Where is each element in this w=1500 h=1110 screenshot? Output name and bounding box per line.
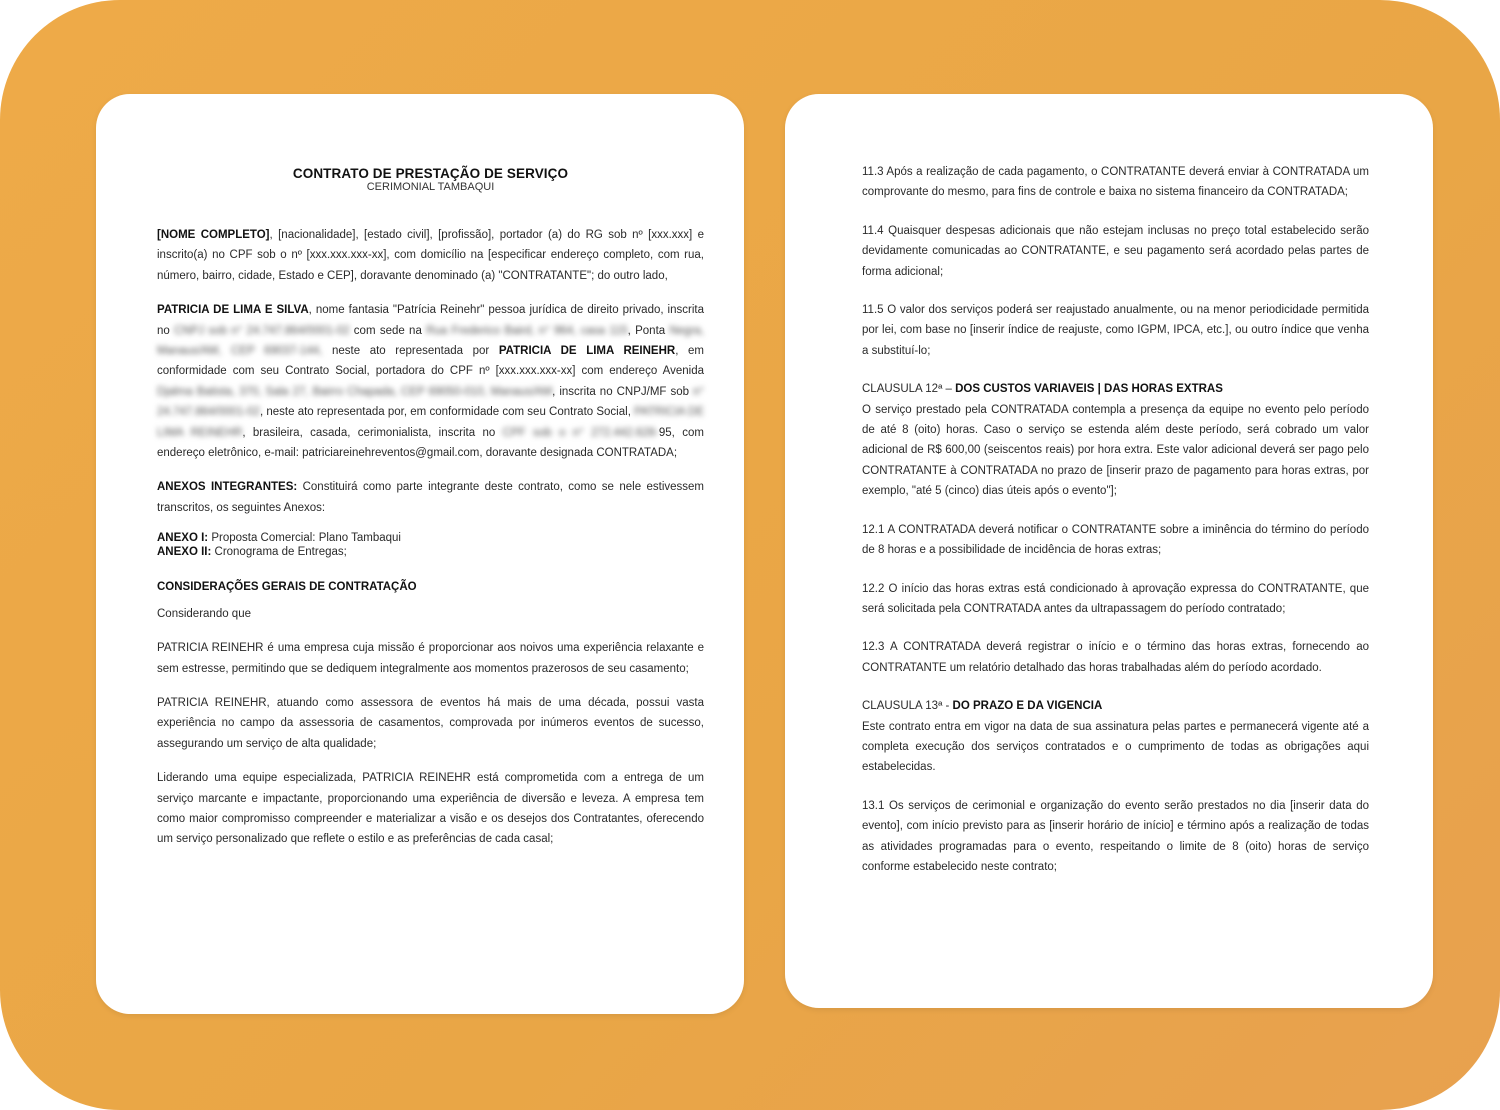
clause-11-3: 11.3 Após a realização de cada pagamento, o CONTRATANTE deverá enviar à CONTRATADA um comprovante do mesmo, para fins de controle e baixa no sistema financeiro da CONTRATADA; xyxy=(862,166,1369,199)
paragraph-text: com sede na xyxy=(349,324,427,337)
clause-12-text: O serviço prestado pela CONTRATADA contempla a presença da equipe no evento pelo período de até 8 (oito) horas. Caso o serviço se estenda além deste período, será cobrado um valor adicional de R$ 600,00 (seiscentos reais) por hora extra. Este valor adicional deverá ser pago pelo CONTRATANTE à CONTRATADA no prazo de [inserir prazo de pagamento para horas extras, por exemplo, "até 5 (cinco) dias úteis após o evento"]; xyxy=(862,403,1369,498)
document-header xyxy=(157,166,704,193)
paragraph-text: , Ponta xyxy=(627,324,670,337)
clause-label: CLAUSULA 13ª - xyxy=(862,700,953,713)
paragraph-considering: Considerando que xyxy=(157,607,251,620)
paragraph-text: , em conformidade com seu Contrato Social, portadora do CPF nº [xxx.xxx.xxx-xx] com endereço Avenida xyxy=(157,345,704,378)
annex-text: Cronograma de Entregas; xyxy=(211,545,347,558)
page-content xyxy=(157,94,704,850)
clause-title: DOS CUSTOS VARIAVEIS | DAS HORAS EXTRAS xyxy=(955,383,1223,396)
page-content xyxy=(862,162,1369,877)
paragraph-text: , neste ato representada por, em conformidade com seu Contrato Social, xyxy=(259,406,635,419)
party-name: PATRICIA DE LIMA E SILVA xyxy=(157,304,309,317)
document-subtitle: CERIMONIAL TAMBAQUI xyxy=(366,181,495,193)
paragraph-experience: PATRICIA REINEHR, atuando como assessora de eventos há mais de uma década, possui vasta experiência no campo da assessoria de casamentos, comprovada por inúmeros eventos de sucesso, assegurando um serviço de alta qualidade; xyxy=(157,696,704,750)
paragraph-text: , brasileira, casada, cerimonialista, inscrita no xyxy=(242,426,503,439)
clause-13-text: Este contrato entra em vigor na data de sua assinatura pelas partes e permanecerá vigente até a completa execução dos serviços contratados e o cumprimento de todas as obrigações aqui estabelecidas. xyxy=(862,720,1369,774)
annex-text: Proposta Comercial: Plano Tambaqui xyxy=(208,532,401,545)
representative-name: PATRICIA DE LIMA REINEHR xyxy=(498,345,676,358)
annex-item xyxy=(157,546,704,560)
redacted-text: Djalma Batista, 370, Sala 27, Bairro Chapada, CEP 69050-010, Manaus/AM xyxy=(157,385,553,398)
section-heading: CONSIDERAÇÕES GERAIS DE CONTRATAÇÃO xyxy=(157,581,417,594)
paragraph-text: , nome fantasia "Patrícia Reinehr" pessoa jurídica de direito privado, inscrita no xyxy=(157,304,704,337)
clause-label: CLAUSULA 12ª – xyxy=(862,383,956,396)
annexes-label: ANEXOS INTEGRANTES: xyxy=(157,481,298,494)
paragraph-text: , inscrita no CNPJ/MF sob xyxy=(552,385,693,398)
paragraph-annexes xyxy=(157,477,704,518)
redacted-text: PATRICIA DE LIMA REINEHR xyxy=(157,406,704,439)
paragraph-text: , [nacionalidade], [estado civil], [profissão], portador (a) do RG sob nº [xxx.xxx] e inscrito(a) no CPF sob o nº [xxx.xxx.xxx-xx], com domicílio na [especificar endereço completo, com rua, número, bairro, cidade, Estado e CEP], doravante denominado (a) "CONTRATANTE"; do outro lado, xyxy=(157,229,705,282)
clause-12-1: 12.1 A CONTRATADA deverá notificar o CONTRATANTE sobre a iminência do término do período de 8 horas e a possibilidade de incidência de horas extras; xyxy=(862,523,1369,557)
clause-11-4: 11.4 Quaisquer despesas adicionais que não estejam inclusas no preço total estabelecido serão devidamente comunicadas ao CONTRATANTE, e seu pagamento será acordado pelas partes de forma adicional; xyxy=(862,224,1369,278)
clause-11-5: 11.5 O valor dos serviços poderá ser reajustado anualmente, ou na menor periodicidade permitida por lei, com base no [inserir índice de reajuste, como IGPM, IPCA, etc.], ou outro índice que venha a substituí-lo; xyxy=(862,304,1369,357)
clause-12-heading xyxy=(862,379,1369,399)
redacted-text: n° 24.747.864/0001-02 xyxy=(157,385,704,419)
paragraph-contratada xyxy=(157,300,704,463)
redacted-text: CNPJ sob n° 24.747.864/0001-02 xyxy=(174,324,350,337)
clause-13-heading xyxy=(862,696,1369,716)
paragraph-mission: PATRICIA REINEHR é uma empresa cuja missão é proporcionar aos noivos uma experiência relaxante e sem estresse, permitindo que se dediquem integralmente aos momentos prazerosos de seu casamento; xyxy=(157,642,704,675)
clause-12-3: 12.3 A CONTRATADA deverá registrar o início e o término das horas extras, fornecendo ao CONTRATANTE um relatório detalhado das horas trabalhadas além do período acordado. xyxy=(862,641,1369,674)
paragraph-text: neste ato representada por xyxy=(322,345,499,358)
redacted-text: Negra, Manaus/AM, CEP 69037-144, xyxy=(157,324,704,358)
document-page-right xyxy=(785,94,1433,1008)
clause-12-2: 12.2 O início das horas extras está condicionado à aprovação expressa do CONTRATANTE, que será solicitada pela CONTRATADA antes da ultrapassagem do período contratado; xyxy=(862,582,1369,615)
clause-title: DO PRAZO E DA VIGENCIA xyxy=(952,700,1103,713)
clause-13-1: 13.1 Os serviços de cerimonial e organização do evento serão prestados no dia [inserir data do evento], com início previsto para as [inserir horário de início] e término após a realização de todas as atividades programadas para o evento, respeitando o limite de 8 (oito) horas de serviço conforme estabelecido neste contrato; xyxy=(862,799,1369,873)
paragraph-contratante xyxy=(157,225,704,286)
document-page-left xyxy=(96,94,744,1014)
redacted-text: Rua Frederico Baird, n° 964, casa 115 xyxy=(426,324,628,337)
paragraph-text: 95, com endereço eletrônico, e-mail: patriciareinehreventos@gmail.com, doravante designada CONTRATADA; xyxy=(157,426,704,460)
annex-label: ANEXO I: xyxy=(157,532,209,545)
document-title: CONTRATO DE PRESTAÇÃO DE SERVIÇO xyxy=(292,166,569,181)
redacted-text: CPF sob o n° 272.442.628- xyxy=(502,426,659,439)
paragraph-text: Constituirá como parte integrante deste contrato, como se nele estivessem transcritos, os seguintes Anexos: xyxy=(157,481,704,514)
placeholder-name: [NOME COMPLETO] xyxy=(157,229,270,241)
paragraph-team: Liderando uma equipe especializada, PATRICIA REINEHR está comprometida com a entrega de um serviço marcante e impactante, proporcionando uma experiência de diversão e leveza. A empresa tem como maior compromisso compreender e materializar a visão e os desejos dos Contratantes, oferecendo um serviço personalizado que reflete o estilo e as preferências de cada casal; xyxy=(157,772,704,846)
annex-label: ANEXO II: xyxy=(157,545,212,558)
annex-item xyxy=(157,532,704,546)
